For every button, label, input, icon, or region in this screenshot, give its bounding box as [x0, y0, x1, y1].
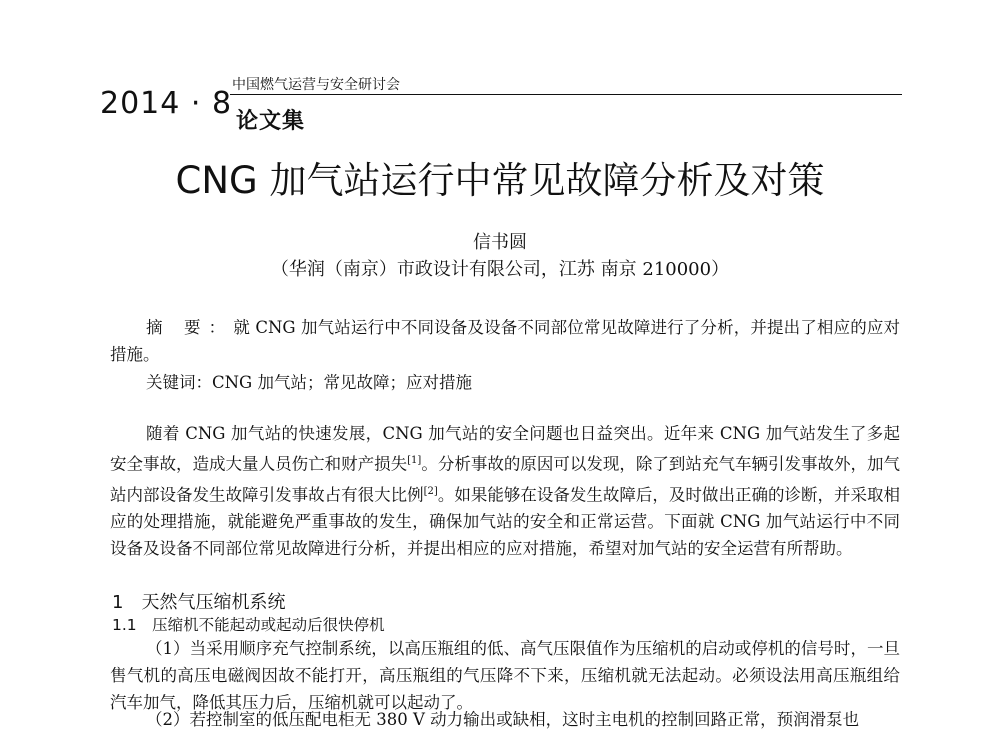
body-paragraph-1: （1）当采用顺序充气控制系统，以高压瓶组的低、高气压限值作为压缩机的启动或停机的信号时，一旦售气机的高压电磁阀因故不能打开，高压瓶组的气压降不下来，压缩机就无法起动。必须设法用高压瓶组给汽车加气，降低其压力后，压缩机就可以起动了。	[110, 639, 900, 712]
abstract-text: 就 CNG 加气站运行中不同设备及设备不同部位常见故障进行了分析，并提出了相应的应对措施。	[110, 318, 901, 364]
keywords-text: CNG 加气站；常见故障；应对措施	[212, 373, 472, 392]
abstract	[110, 314, 900, 368]
intro-text-1: 随着 CNG 加气站的快速发展，CNG 加气站的安全问题也日益突出。近年来 CNG 加气站发生了多起安全事故，造成大量人员伤亡和财产损失	[110, 424, 900, 474]
author-affiliation: （华润（南京）市政设计有限公司，江苏 南京 210000）	[270, 259, 730, 280]
author-name: 信书圆	[473, 232, 527, 253]
subsection-heading: 1.1 压缩机不能起动或起动后很快停机	[112, 616, 385, 634]
intro-text-3: 。如果能够在设备发生故障后，及时做出正确的诊断，并采取相应的处理措施，就能避免严重事故的发生，确保加气站的安全和正常运营。下面就 CNG 加气站运行中不同设备及设备不同部位常见故障进行分析，并提出相应的应对措施，希望对加气站的安全运营有所帮助。	[110, 485, 901, 558]
paper-title: CNG 加气站运行中常见故障分析及对策	[175, 159, 825, 202]
introduction-paragraph	[110, 420, 900, 562]
abstract-label: 摘 要：	[146, 318, 234, 337]
citation-1: [1]	[407, 455, 422, 466]
header-rule	[230, 94, 902, 95]
section-heading: 1 天然气压缩机系统	[112, 592, 286, 613]
keywords-label: 关键词：	[146, 373, 212, 392]
keywords	[110, 369, 900, 396]
citation-2: [2]	[423, 485, 438, 497]
journal-section: 论文集	[236, 108, 306, 134]
body-paragraph-2: （2）若控制室的低压配电柜无 380 V 动力输出或缺相，这时主电机的控制回路正常，预润滑泵也	[146, 710, 860, 729]
intro-text-2: 。分析事故的原因可以发现，除了到站充气车辆引发事故外，加气站内部设备发生故障引发事故占有很大比例	[110, 454, 901, 504]
journal-event-name: 中国燃气运营与安全研讨会	[232, 77, 400, 93]
journal-year: 2014 · 8	[100, 86, 233, 121]
